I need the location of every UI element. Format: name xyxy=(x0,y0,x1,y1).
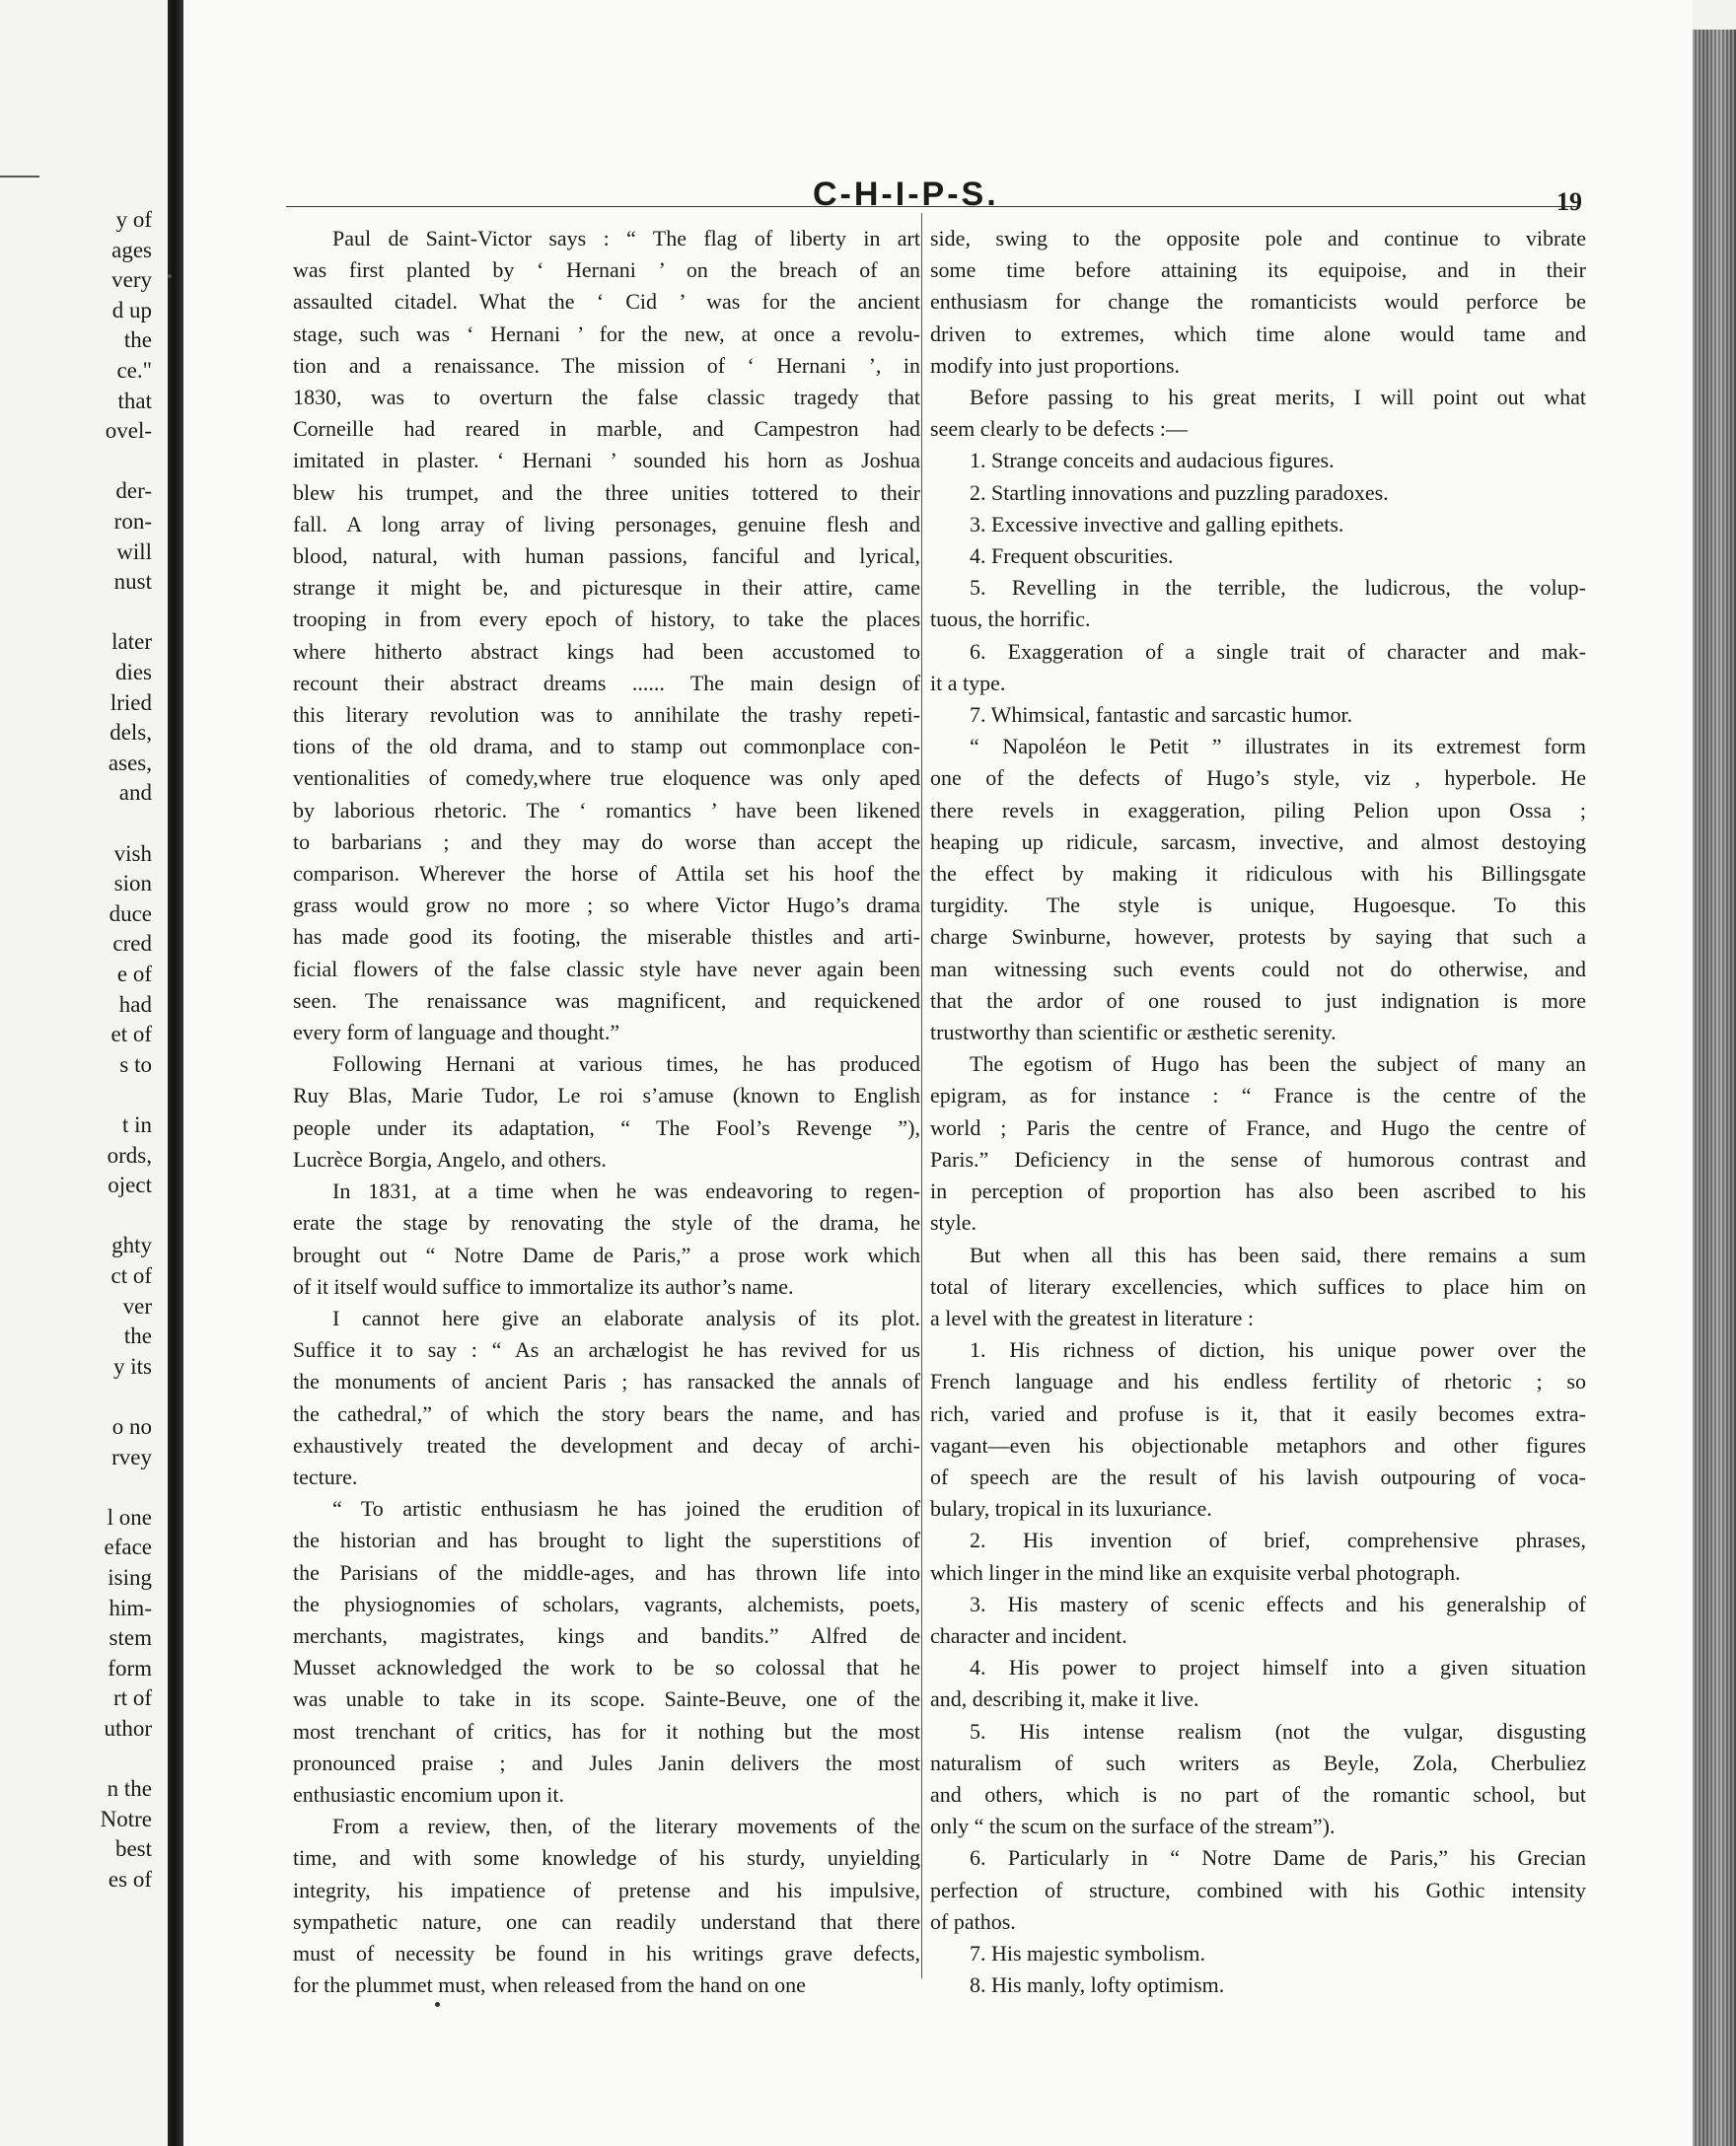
left-page-line: n the xyxy=(107,1776,152,1802)
paragraph xyxy=(293,1493,920,1811)
previous-page-fragment xyxy=(0,0,168,2146)
text-line: 6. Particularly in “ Notre Dame de Paris,” his Grecian xyxy=(970,1845,1586,1871)
text-line: the physiognomies of scholars, vagrants, alchemists, poets, xyxy=(293,1591,920,1616)
text-line: The egotism of Hugo has been the subject of many an xyxy=(970,1051,1586,1077)
paragraph xyxy=(293,1176,920,1303)
right-column xyxy=(930,223,1586,2001)
page-edge-stack xyxy=(1693,30,1736,2146)
left-page-line: ords, xyxy=(107,1142,152,1168)
left-page-line: had xyxy=(118,991,152,1017)
text-line: to barbarians ; and they may do worse than accept the xyxy=(293,828,920,854)
paragraph xyxy=(293,223,920,1048)
left-page-line: that xyxy=(117,388,152,413)
text-line: blood, natural, with human passions, fanciful and lyrical, xyxy=(293,543,920,569)
text-line: turgidity. The style is unique, Hugoesque. To this xyxy=(930,893,1586,918)
text-line: tions of the old drama, and to stamp out commonplace con- xyxy=(293,734,920,759)
text-line: that the ardor of one roused to just indignation is more xyxy=(930,987,1586,1013)
text-line: strange it might be, and picturesque in their attire, came xyxy=(293,575,920,601)
left-page-line: l one xyxy=(107,1504,152,1530)
text-line: 3. Excessive invective and galling epithets. xyxy=(970,511,1344,536)
text-line: time, and with some knowledge of his sturdy, unyielding xyxy=(293,1845,920,1871)
left-page-line: der- xyxy=(115,478,152,504)
ink-speck xyxy=(168,274,172,278)
text-line: and, describing it, make it live. xyxy=(930,1686,1199,1712)
left-page-line: him- xyxy=(108,1595,152,1620)
paragraph xyxy=(293,1048,920,1176)
text-line: 4. His power to project himself into a given situation xyxy=(970,1655,1586,1681)
paragraph xyxy=(930,1652,1586,1715)
paragraph xyxy=(930,1589,1586,1652)
text-line: naturalism of such writers as Beyle, Zola, Cherbuliez xyxy=(930,1750,1586,1775)
text-line: stage, such was ‘ Hernani ’ for the new, at once a revolu- xyxy=(293,321,920,346)
text-line: merchants, magistrates, kings and bandits.” Alfred de xyxy=(293,1622,920,1648)
ink-speck xyxy=(435,2002,440,2007)
text-line: assaulted citadel. What the ‘ Cid ’ was for the ancient xyxy=(293,289,920,315)
left-page-line: ising xyxy=(108,1565,152,1590)
left-page-line: nust xyxy=(113,569,152,595)
text-line: “ Napoléon le Petit ” illustrates in its extremest form xyxy=(970,734,1586,759)
left-page-line: stem xyxy=(108,1625,152,1651)
text-line: Ruy Blas, Marie Tudor, Le roi s’amuse (known to English xyxy=(293,1083,920,1109)
text-line: grass would grow no more ; so where Victor Hugo’s drama xyxy=(293,893,920,918)
text-line: most trenchant of critics, has for it nothing but the most xyxy=(293,1718,920,1744)
paragraph xyxy=(293,1303,920,1493)
text-line: which linger in the mind like an exquisite verbal photograph. xyxy=(930,1559,1461,1585)
text-line: 6. Exaggeration of a single trait of character and mak- xyxy=(970,638,1586,664)
text-line: seem clearly to be defects :— xyxy=(930,416,1188,442)
text-line: 3. His mastery of scenic effects and his generalship of xyxy=(970,1591,1586,1616)
text-line: a level with the greatest in literature : xyxy=(930,1305,1255,1330)
left-page-line: ct of xyxy=(110,1263,152,1288)
left-page-line: y of xyxy=(115,207,152,232)
text-line: enthusiasm for change the romanticists would perforce be xyxy=(930,289,1586,315)
text-line: fall. A long array of living personages, genuine flesh and xyxy=(293,511,920,536)
paragraph xyxy=(930,1240,1586,1335)
left-page-line: duce xyxy=(108,900,152,926)
left-page-rule xyxy=(0,176,39,178)
paragraph xyxy=(930,636,1586,699)
text-line: rich, varied and profuse is it, that it easily becomes extra- xyxy=(930,1400,1586,1426)
text-line: tuous, the horrific. xyxy=(930,607,1091,632)
text-line: the historian and has brought to light the superstitions of xyxy=(293,1528,920,1553)
left-page-line: vish xyxy=(113,840,152,866)
text-line: 7. Whimsical, fantastic and sarcastic humor. xyxy=(970,702,1353,728)
left-page-line: cred xyxy=(112,931,152,957)
text-line: trooping in from every epoch of history, to take the places xyxy=(293,607,920,632)
left-page-line: dies xyxy=(114,660,152,684)
text-line: people under its adaptation, “ The Fool’s Revenge ”), xyxy=(293,1114,920,1140)
text-line: 8. His manly, lofty optimism. xyxy=(970,1972,1225,1998)
left-page-line: e of xyxy=(116,962,152,986)
text-line: 1. His richness of diction, his unique power over the xyxy=(970,1337,1586,1363)
text-line: bulary, tropical in its luxuriance. xyxy=(930,1496,1212,1522)
left-page-line: ron- xyxy=(113,509,152,534)
left-page-line: rt of xyxy=(113,1685,152,1711)
text-line: 4. Frequent obscurities. xyxy=(970,543,1174,569)
left-page-line: s to xyxy=(119,1051,152,1077)
text-line: In 1831, at a time when he was endeavoring to regen- xyxy=(332,1179,920,1204)
text-line: of speech are the result of his lavish outpouring of voca- xyxy=(930,1464,1586,1489)
text-line: epigram, as for instance : “ France is the centre of the xyxy=(930,1083,1586,1109)
text-line: in perception of proportion has also been ascribed to his xyxy=(930,1179,1586,1204)
text-line: every form of language and thought.” xyxy=(293,1020,620,1045)
paragraph xyxy=(930,1525,1586,1588)
left-page-line: dels, xyxy=(109,720,152,746)
left-page-line: and xyxy=(118,780,152,806)
paragraph xyxy=(930,445,1586,476)
paragraph xyxy=(930,382,1586,445)
paragraph xyxy=(930,572,1586,635)
text-line: one of the defects of Hugo’s style, viz , hyperbole. He xyxy=(930,765,1586,791)
left-page-line: best xyxy=(114,1836,152,1862)
running-header-title: C-H-I-P-S. xyxy=(813,176,999,213)
text-line: But when all this has been said, there remains a sum xyxy=(970,1242,1586,1267)
text-line: “ To artistic enthusiasm he has joined the erudition of xyxy=(332,1496,920,1522)
text-line: enthusiastic encomium upon it. xyxy=(293,1781,564,1807)
text-line: this literary revolution was to annihilate the trashy repeti- xyxy=(293,702,920,728)
text-line: the Parisians of the middle-ages, and has thrown life into xyxy=(293,1559,920,1585)
text-line: pronounced praise ; and Jules Janin delivers the most xyxy=(293,1750,920,1775)
left-page-line: the xyxy=(123,327,152,353)
text-line: integrity, his impatience of pretense and his impulsive, xyxy=(293,1877,920,1902)
paragraph xyxy=(930,477,1586,509)
text-line: where hitherto abstract kings had been accustomed to xyxy=(293,638,920,664)
text-line: was unable to take in its scope. Sainte-Beuve, one of the xyxy=(293,1686,920,1712)
left-page-line: d up xyxy=(111,297,152,322)
text-line: seen. The renaissance was magnificent, and requickened xyxy=(293,987,920,1013)
left-page-line: y its xyxy=(113,1353,152,1379)
text-line: charge Swinburne, however, protests by saying that such a xyxy=(930,924,1586,950)
paragraph xyxy=(930,223,1586,382)
text-line: has made good its footing, the miserable thistles and arti- xyxy=(293,924,920,950)
paragraph xyxy=(930,699,1586,731)
paragraph xyxy=(930,1969,1586,2001)
text-line: the effect by making it ridiculous with his Billingsgate xyxy=(930,861,1586,887)
text-line: ficial flowers of the false classic style have never again been xyxy=(293,956,920,981)
paragraph xyxy=(930,540,1586,572)
header-rule xyxy=(286,206,1580,207)
text-line: 5. Revelling in the terrible, the ludicrous, the volup- xyxy=(970,575,1586,601)
left-page-line: et of xyxy=(110,1022,152,1047)
left-page-line: ases, xyxy=(108,750,152,775)
text-line: perfection of structure, combined with his Gothic intensity xyxy=(930,1877,1586,1902)
text-line: driven to extremes, which time alone would tame and xyxy=(930,321,1586,346)
left-page-line: very xyxy=(111,267,152,293)
paragraph xyxy=(293,1811,920,2001)
text-line: it a type. xyxy=(930,670,1006,695)
left-page-line: ages xyxy=(111,237,152,262)
text-line: 2. His invention of brief, comprehensive phrases, xyxy=(970,1528,1586,1553)
left-page-line: sion xyxy=(113,871,152,896)
left-page-line: ghty xyxy=(111,1233,152,1258)
left-page-line: lried xyxy=(109,689,152,715)
paragraph xyxy=(930,509,1586,540)
text-line: 2. Startling innovations and puzzling paradoxes. xyxy=(970,479,1389,505)
left-page-line: oject xyxy=(108,1173,152,1198)
text-line: the cathedral,” of which the story bears the name, and has xyxy=(293,1400,920,1426)
text-line: From a review, then, of the literary movements of the xyxy=(332,1814,920,1839)
text-line: comparison. Wherever the horse of Attila set his hoof the xyxy=(293,861,920,887)
text-line: 5. His intense realism (not the vulgar, disgusting xyxy=(970,1718,1586,1744)
left-page-line: rvey xyxy=(111,1444,152,1469)
text-line: heaping up ridicule, sarcasm, invective, and almost destoying xyxy=(930,828,1586,854)
text-line: Musset acknowledged the work to be so colossal that he xyxy=(293,1655,920,1681)
column-divider xyxy=(921,213,922,1978)
text-line: Paris.” Deficiency in the sense of humorous contrast and xyxy=(930,1146,1586,1172)
text-line: man witnessing such events could not do otherwise, and xyxy=(930,956,1586,981)
text-line: world ; Paris the centre of France, and Hugo the centre of xyxy=(930,1114,1586,1140)
left-page-line: later xyxy=(111,629,152,655)
text-line: Suffice it to say : “ As an archælogist he has revived for us xyxy=(293,1337,920,1363)
page-number: 19 xyxy=(1556,187,1582,216)
text-line: by laborious rhetoric. The ‘ romantics ’ have been likened xyxy=(293,797,920,823)
left-page-line: ver xyxy=(122,1293,152,1319)
text-line: 1830, was to overturn the false classic tragedy that xyxy=(293,385,920,410)
text-line: brought out “ Notre Dame de Paris,” a prose work which xyxy=(293,1242,920,1267)
book-gutter xyxy=(168,0,183,2146)
left-page-line: eface xyxy=(104,1535,152,1560)
text-line: exhaustively treated the development and decay of archi- xyxy=(293,1432,920,1458)
text-line: the monuments of ancient Paris ; has ransacked the annals of xyxy=(293,1369,920,1395)
left-page-line: es of xyxy=(108,1867,152,1892)
text-line: only “ the scum on the surface of the stream”). xyxy=(930,1814,1336,1839)
text-line: Corneille had reared in marble, and Campestron had xyxy=(293,416,920,442)
text-line: ventionalities of comedy,where true eloquence was only aped xyxy=(293,765,920,791)
left-page-line: o no xyxy=(111,1414,152,1439)
text-line: side, swing to the opposite pole and continue to vibrate xyxy=(930,226,1586,250)
text-line: some time before attaining its equipoise, and in their xyxy=(930,257,1586,283)
text-line: imitated in plaster. ‘ Hernani ’ sounded his horn as Joshua xyxy=(293,448,920,473)
text-line: erate the stage by renovating the style of the drama, he xyxy=(293,1210,920,1236)
left-page-line: form xyxy=(108,1655,152,1681)
text-line: 7. His majestic symbolism. xyxy=(970,1940,1205,1966)
left-page-line: ovel- xyxy=(105,418,152,444)
text-line: trustworthy than scientific or æsthetic serenity. xyxy=(930,1020,1337,1045)
paragraph xyxy=(930,731,1586,1048)
text-line: Lucrèce Borgia, Angelo, and others. xyxy=(293,1146,607,1172)
left-page-line: the xyxy=(123,1323,152,1349)
text-line: tion and a renaissance. The mission of ‘ Hernani ’, in xyxy=(293,352,920,378)
text-line: tecture. xyxy=(293,1464,358,1489)
left-page-line: will xyxy=(116,538,152,564)
left-page-line: uthor xyxy=(104,1716,152,1741)
text-line: Paul de Saint-Victor says : “ The flag of liberty in art xyxy=(332,226,920,250)
text-line: I cannot here give an elaborate analysis of its plot. xyxy=(332,1305,920,1330)
text-line: French language and his endless fertility of rhetoric ; so xyxy=(930,1369,1586,1395)
text-line: modify into just proportions. xyxy=(930,352,1180,378)
paragraph xyxy=(930,1048,1586,1239)
text-line: must of necessity be found in his writings grave defects, xyxy=(293,1940,920,1966)
text-line: vagant—even his objectionable metaphors and other figures xyxy=(930,1432,1586,1458)
paragraph xyxy=(930,1842,1586,1938)
text-line: character and incident. xyxy=(930,1622,1127,1648)
text-line: total of literary excellencies, which suffices to place him on xyxy=(930,1273,1586,1299)
text-line: 1. Strange conceits and audacious figures. xyxy=(970,448,1335,473)
text-line: of pathos. xyxy=(930,1908,1016,1934)
text-line: for the plummet must, when released from the hand on one xyxy=(293,1972,806,1998)
left-page-line: ce." xyxy=(116,358,152,383)
left-page-line: Notre xyxy=(100,1806,152,1831)
text-line: was first planted by ‘ Hernani ’ on the breach of an xyxy=(293,257,920,283)
text-line: and others, which is no part of the romantic school, but xyxy=(930,1781,1586,1807)
text-line: of it itself would suffice to immortalize its author’s name. xyxy=(293,1273,794,1299)
text-line: Before passing to his great merits, I will point out what xyxy=(970,385,1586,410)
paragraph xyxy=(930,1938,1586,1969)
text-line: blew his trumpet, and the three unities tottered to their xyxy=(293,479,920,505)
paragraph xyxy=(930,1716,1586,1843)
left-page-line: t in xyxy=(121,1112,152,1137)
text-line: Following Hernani at various times, he has produced xyxy=(332,1051,920,1077)
text-line: there revels in exaggeration, piling Pelion upon Ossa ; xyxy=(930,797,1586,823)
text-line: sympathetic nature, one can readily understand that there xyxy=(293,1908,920,1934)
text-line: style. xyxy=(930,1210,977,1236)
text-line: recount their abstract dreams ...... The main design of xyxy=(293,670,920,695)
left-column xyxy=(293,223,920,2001)
paragraph xyxy=(930,1334,1586,1525)
